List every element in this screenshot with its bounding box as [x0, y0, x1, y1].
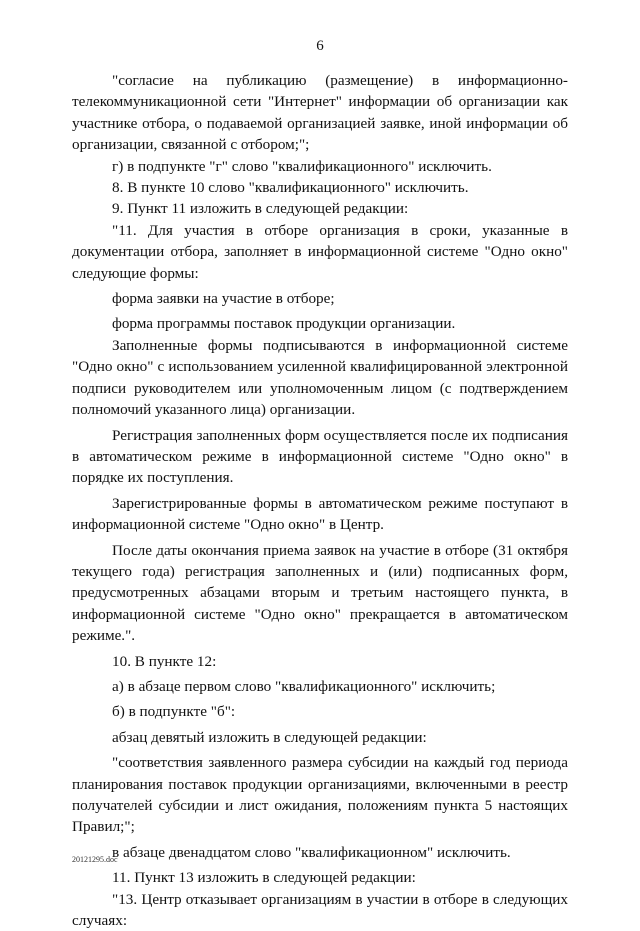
paragraph: Регистрация заполненных форм осуществляется после их подписания в автоматическом режиме в информационной системе "Одно окно" в порядке их поступления.	[72, 426, 568, 487]
paragraph: абзац девятый изложить в следующей редакции:	[112, 728, 427, 746]
paragraph: "13. Центр отказывает организациям в участии в отборе в следующих случаях:	[72, 890, 568, 930]
paragraph: форма заявки на участие в отборе;	[112, 290, 335, 308]
paragraph: "11. Для участия в отборе организация в сроки, указанные в документации отбора, заполняет в информационной системе "Одно окно" следующие формы:	[72, 221, 568, 282]
document-body	[72, 70, 568, 931]
paragraph: форма программы поставок продукции организации.	[112, 315, 456, 333]
paragraph: б) в подпункте "б":	[112, 703, 236, 721]
paragraph: 8. В пункте 10 слово "квалификационного" исключить.	[112, 179, 469, 197]
paragraph: 10. В пункте 12:	[112, 652, 217, 670]
paragraph: После даты окончания приема заявок на участие в отборе (31 октября текущего года) регистрация заполненных и (или) подписанных форм, предусмотренных абзацами вторым и третьим настоящего пункта, в информационной системе "Одно окно" прекращается в автоматическом режиме.".	[72, 541, 568, 645]
paragraph: Зарегистрированные формы в автоматическом режиме поступают в информационной системе "Одно окно" в Центр.	[72, 494, 568, 534]
page-number: 6	[316, 38, 324, 54]
file-name-footer: 20121295.doc	[72, 855, 118, 864]
paragraph: г) в подпункте "г" слово "квалификационного" исключить.	[112, 157, 492, 175]
paragraph: "соответствия заявленного размера субсидии на каждый год периода планирования поставок продукции организациями, включенными в реестр получателей субсидии и лист ожидания, положениям пункта 5 настоящих Правил;";	[72, 754, 568, 836]
paragraph: Заполненные формы подписываются в информационной системе "Одно окно" с использованием усиленной квалифицированной электронной подписи руководителем или уполномоченным лицом (с подтверждением полномочий указанного лица) организации.	[72, 336, 568, 419]
paragraph: а) в абзаце первом слово "квалификационного" исключить;	[112, 677, 496, 695]
paragraph: в абзаце двенадцатом слово "квалификационном" исключить.	[112, 843, 511, 861]
paragraph: 11. Пункт 13 изложить в следующей редакции:	[112, 869, 416, 887]
paragraph: 9. Пункт 11 изложить в следующей редакции:	[112, 200, 409, 218]
paragraph: "согласие на публикацию (размещение) в информационно-телекоммуникационной сети "Интернет" информации об организации как участнике отбора, о подаваемой организацией заявке, иной информации об организации, связанной с отбором;";	[72, 72, 568, 154]
